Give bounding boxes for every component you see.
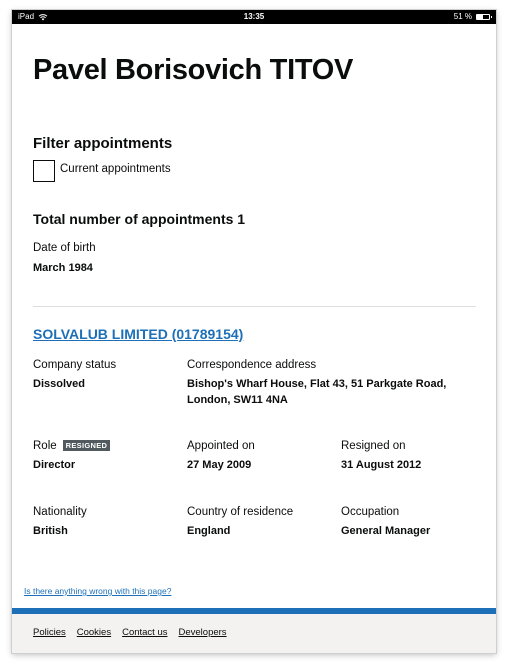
total-appointments-heading: Total number of appointments 1: [33, 211, 246, 227]
dob-label: Date of birth: [33, 242, 96, 254]
role-value: Director: [33, 459, 76, 471]
footer-link-contact-us[interactable]: Contact us: [122, 627, 168, 638]
address-line-2: London, SW11 4NA: [187, 394, 288, 406]
residence-label: Country of residence: [187, 506, 294, 518]
resigned-value: 31 August 2012: [341, 459, 422, 471]
footer-link-cookies[interactable]: Cookies: [76, 627, 112, 638]
device-name: iPad: [18, 12, 35, 21]
dob-value: March 1984: [33, 262, 93, 274]
occupation-value: General Manager: [341, 525, 431, 537]
browser-frame: [12, 10, 496, 653]
footer: [12, 614, 496, 653]
battery-icon: [476, 14, 490, 20]
resigned-tag: RESIGNED: [63, 440, 111, 451]
resigned-label: Resigned on: [341, 440, 406, 452]
battery-fill: [477, 15, 483, 19]
company-link[interactable]: SOLVALUB LIMITED (01789154): [33, 326, 244, 342]
status-bar: [12, 10, 496, 24]
nationality-label: Nationality: [33, 506, 87, 518]
address-label: Correspondence address: [187, 359, 317, 371]
current-appointments-label[interactable]: Current appointments: [60, 163, 171, 175]
filter-heading: Filter appointments: [33, 135, 173, 152]
address-value: [187, 376, 446, 408]
nationality-value: British: [33, 525, 68, 537]
occupation-label: Occupation: [341, 506, 400, 518]
battery-percent: 51 %: [453, 12, 472, 21]
page-title: Pavel Borisovich TITOV: [33, 54, 354, 86]
role-label: Role: [33, 440, 57, 452]
current-appointments-filter[interactable]: [33, 160, 171, 182]
appointed-label: Appointed on: [187, 440, 255, 452]
footer-links: [33, 627, 227, 638]
footer-link-policies[interactable]: Policies: [33, 627, 66, 638]
appointed-value: 27 May 2009: [187, 459, 252, 471]
company-status-value: Dissolved: [33, 378, 85, 390]
residence-value: England: [187, 525, 231, 537]
company-status-label: Company status: [33, 359, 117, 371]
feedback-link[interactable]: Is there anything wrong with this page?: [24, 586, 172, 596]
status-right: [454, 10, 490, 24]
current-appointments-checkbox[interactable]: [33, 160, 55, 182]
section-divider: [33, 306, 476, 307]
footer-link-developers[interactable]: Developers: [178, 627, 227, 638]
address-line-1: Bishop's Wharf House, Flat 43, 51 Parkgate Road,: [187, 378, 447, 390]
status-time: 13:35: [243, 12, 265, 21]
role-label-row: [33, 440, 110, 452]
